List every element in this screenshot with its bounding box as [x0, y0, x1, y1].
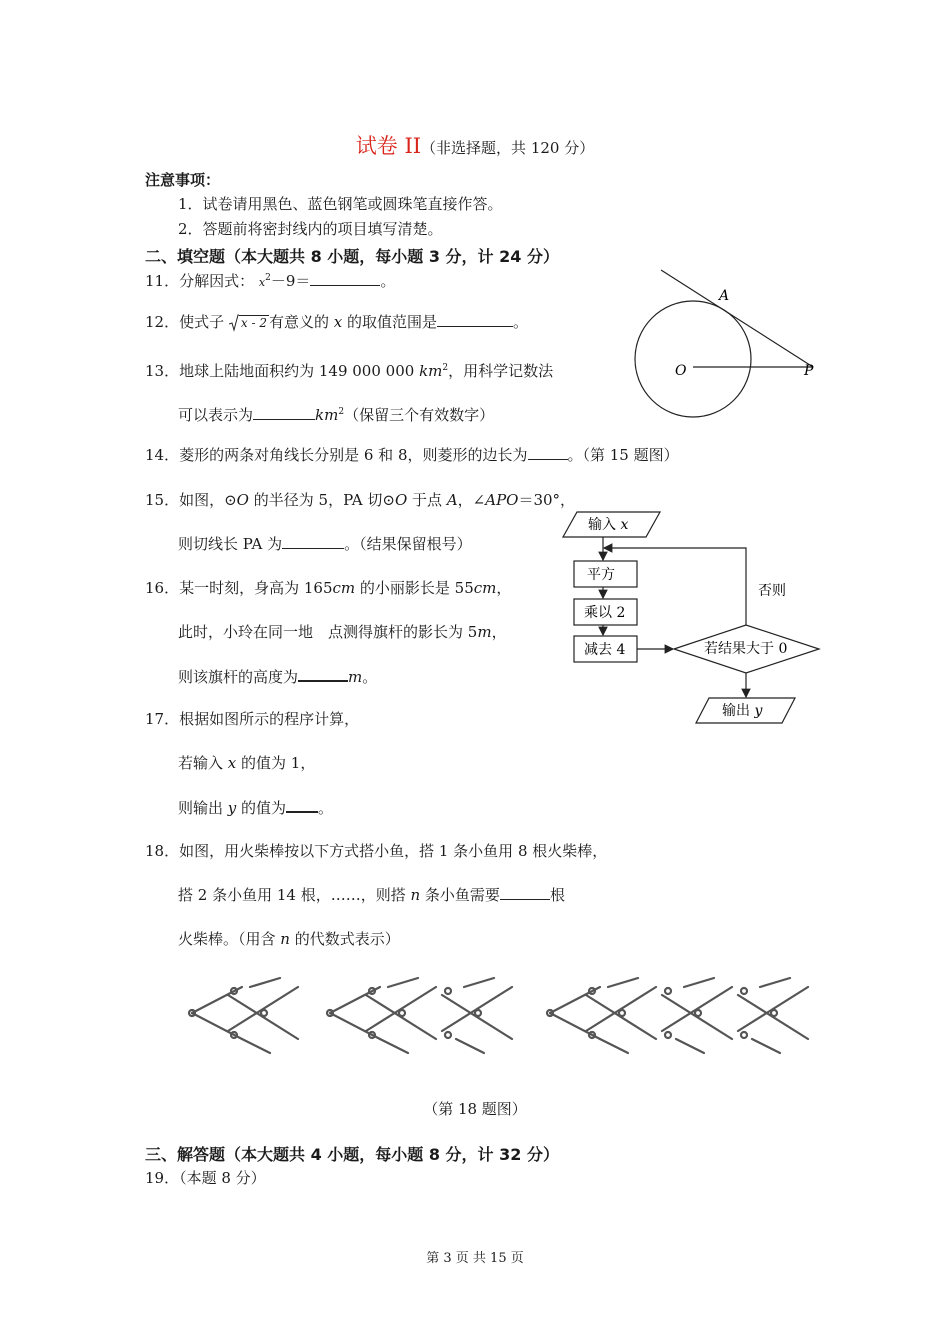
circle-tangent-figure [625, 265, 835, 425]
q11-answer-blank[interactable] [310, 271, 380, 286]
question-19 [145, 1168, 266, 1188]
sqrt-expression [229, 312, 269, 333]
q16-cm2: cm [473, 579, 497, 597]
q15-answer-blank[interactable] [282, 534, 344, 549]
question-12 [145, 312, 528, 333]
q17-number: 17． [145, 710, 180, 728]
q16-l1c: ， [496, 579, 512, 597]
question-13-line2 [178, 402, 494, 425]
circle-o [635, 301, 751, 417]
q13-number: 13． [145, 362, 180, 380]
q11-pre: 分解因式： [179, 272, 255, 290]
figure-18-caption: （第 18 题图） [423, 1100, 527, 1118]
q14-text: 菱形的两条对角线长分别是 6 和 8，则菱形的边长为 [179, 446, 528, 464]
q15-t2: 的半径为 5，PA 切⊙ [248, 491, 395, 509]
q18-answer-blank[interactable] [500, 885, 550, 900]
section2-heading: 二、填空题（本大题共 8 小题，每小题 3 分，计 24 分） [145, 247, 559, 266]
notes-heading: 注意事项： [145, 171, 221, 189]
decision-label: 若结果大于 0 [704, 641, 788, 657]
q17-l2a: 若输入 [178, 754, 228, 772]
q17-y: y [227, 799, 237, 817]
square-label: 平方 [587, 567, 615, 583]
q14-post: 。（第 15 题图） [567, 446, 679, 464]
q15-t1: 如图，⊙ [179, 491, 237, 509]
q18-n2: n [280, 930, 290, 948]
q13-line2-exp: 2 [338, 407, 345, 417]
question-15 [145, 490, 575, 510]
fish-group-1 [189, 978, 298, 1053]
q12-answer-blank[interactable] [437, 312, 513, 327]
q15-line2a: 则切线长 PA 为 [178, 535, 283, 553]
question-17-line3 [178, 797, 333, 818]
q17-l1: 根据如图所示的程序计算， [179, 710, 360, 728]
q16-cm1: cm [332, 579, 356, 597]
q18-n1: n [410, 886, 421, 904]
q18-l3a: 火柴棒。（用含 [178, 930, 281, 948]
q13-answer-blank[interactable] [253, 405, 315, 420]
q15-O2: O [394, 491, 408, 509]
question-17 [145, 709, 359, 729]
q17-x: x [227, 754, 237, 772]
question-15-line2 [178, 534, 472, 554]
title-red: 试卷 II [355, 134, 422, 158]
question-13 [145, 358, 553, 381]
q15-A: A [446, 491, 458, 509]
q16-number: 16． [145, 579, 180, 597]
q17-l3c: 。 [318, 799, 334, 817]
q15-O1: O [236, 491, 249, 509]
q12-pre: 使式子 [179, 313, 225, 331]
fish-group-2 [327, 978, 512, 1053]
q15-line2b: 。（结果保留根号） [344, 535, 472, 553]
multiply-label: 乘以 2 [584, 605, 626, 621]
q13-unit: km [419, 362, 443, 380]
q12-mid1: 有意义的 [268, 313, 334, 331]
q11-exp: 2 [265, 273, 271, 283]
q16-l1a: 某一时刻，身高为 165 [179, 579, 333, 597]
q13-line2-unit: km [315, 406, 339, 424]
input-label: 输入 x [588, 517, 629, 533]
exam-title [0, 130, 950, 160]
q14-answer-blank[interactable] [528, 445, 568, 460]
question-18 [145, 841, 607, 861]
q15-APO: APO [485, 491, 519, 509]
matchstick-fish-figure [180, 975, 830, 1055]
point-a-label: A [719, 288, 730, 304]
q12-number: 12． [145, 313, 180, 331]
q15-t4: ，∠ [457, 491, 486, 509]
question-18-line2 [178, 885, 565, 905]
q12-var: x [333, 313, 343, 331]
q12-radicand: x - 2 [240, 316, 267, 330]
q14-number: 14． [145, 446, 180, 464]
q19-number: 19． [145, 1169, 180, 1187]
subtract-label: 减去 4 [584, 642, 626, 658]
fish-group-3 [547, 978, 808, 1053]
point-p-label: P [804, 363, 814, 379]
q11-mid: －9＝ [270, 272, 311, 290]
question-11 [145, 268, 395, 293]
note-item-1: 1．试卷请用黑色、蓝色钢笔或圆珠笔直接作答。 [178, 195, 503, 213]
q16-m2: m [348, 668, 363, 686]
tangent-line-pa [661, 270, 813, 367]
q17-l2b: 的值为 1， [236, 754, 316, 772]
q18-l1: 如图，用火柴棒按以下方式搭小鱼，搭 1 条小鱼用 8 根火柴棒， [179, 842, 608, 860]
q18-number: 18． [145, 842, 180, 860]
q12-post: 。 [513, 313, 529, 331]
q16-l2b: ， [491, 623, 507, 641]
q16-l2a: 此时，小玲在同一地 点测得旗杆的影长为 5 [178, 623, 478, 641]
q17-l3a: 则输出 [178, 799, 228, 817]
flowchart-figure [555, 505, 830, 735]
title-rest: （非选择题，共 120 分） [421, 139, 595, 157]
page-footer: 第 3 页 共 15 页 [426, 1251, 524, 1266]
q13-exp: 2 [442, 363, 449, 373]
question-14 [145, 445, 679, 465]
q16-answer-blank[interactable] [298, 666, 348, 682]
q15-t3: 于点 [407, 491, 447, 509]
q18-l3b: 的代数式表示） [289, 930, 400, 948]
sqrt-sign-icon [229, 314, 239, 332]
else-label: 否则 [758, 583, 786, 599]
q16-l3b: 。 [362, 668, 378, 686]
question-18-line3 [178, 929, 400, 949]
q15-t5: ＝30°， [518, 491, 576, 509]
q11-number: 11． [145, 272, 180, 290]
point-o-label: O [675, 363, 687, 379]
question-17-line2 [178, 753, 315, 773]
q12-mid2: 的取值范围是 [342, 313, 438, 331]
section3-heading: 三、解答题（本大题共 4 小题，每小题 8 分，计 32 分） [145, 1145, 559, 1164]
note-item-2: 2．答题前将密封线内的项目填写清楚。 [178, 220, 443, 238]
q18-l2b: 条小鱼需要 [420, 886, 500, 904]
q16-l1b: 的小丽影长是 55 [355, 579, 474, 597]
q13-line1b: ，用科学记数法 [448, 362, 554, 380]
question-16-line2 [178, 622, 507, 642]
q16-m1: m [477, 623, 492, 641]
q13-line2b: （保留三个有效数字） [344, 406, 495, 424]
q11-base: x [258, 276, 266, 289]
q18-l2c: 根 [549, 886, 565, 904]
question-16 [145, 578, 511, 598]
q13-line2a: 可以表示为 [178, 406, 254, 424]
question-16-line3 [178, 666, 377, 687]
q19-text: （本题 8 分） [179, 1169, 266, 1187]
q16-l3a: 则该旗杆的高度为 [178, 668, 299, 686]
q17-answer-blank[interactable] [286, 797, 318, 813]
q17-l3b: 的值为 [236, 799, 287, 817]
output-label: 输出 y [722, 703, 763, 719]
q15-number: 15． [145, 491, 180, 509]
q18-l2a: 搭 2 条小鱼用 14 根，……，则搭 [178, 886, 411, 904]
q11-post: 。 [380, 272, 396, 290]
q13-line1a: 地球上陆地面积约为 149 000 000 [179, 362, 420, 380]
